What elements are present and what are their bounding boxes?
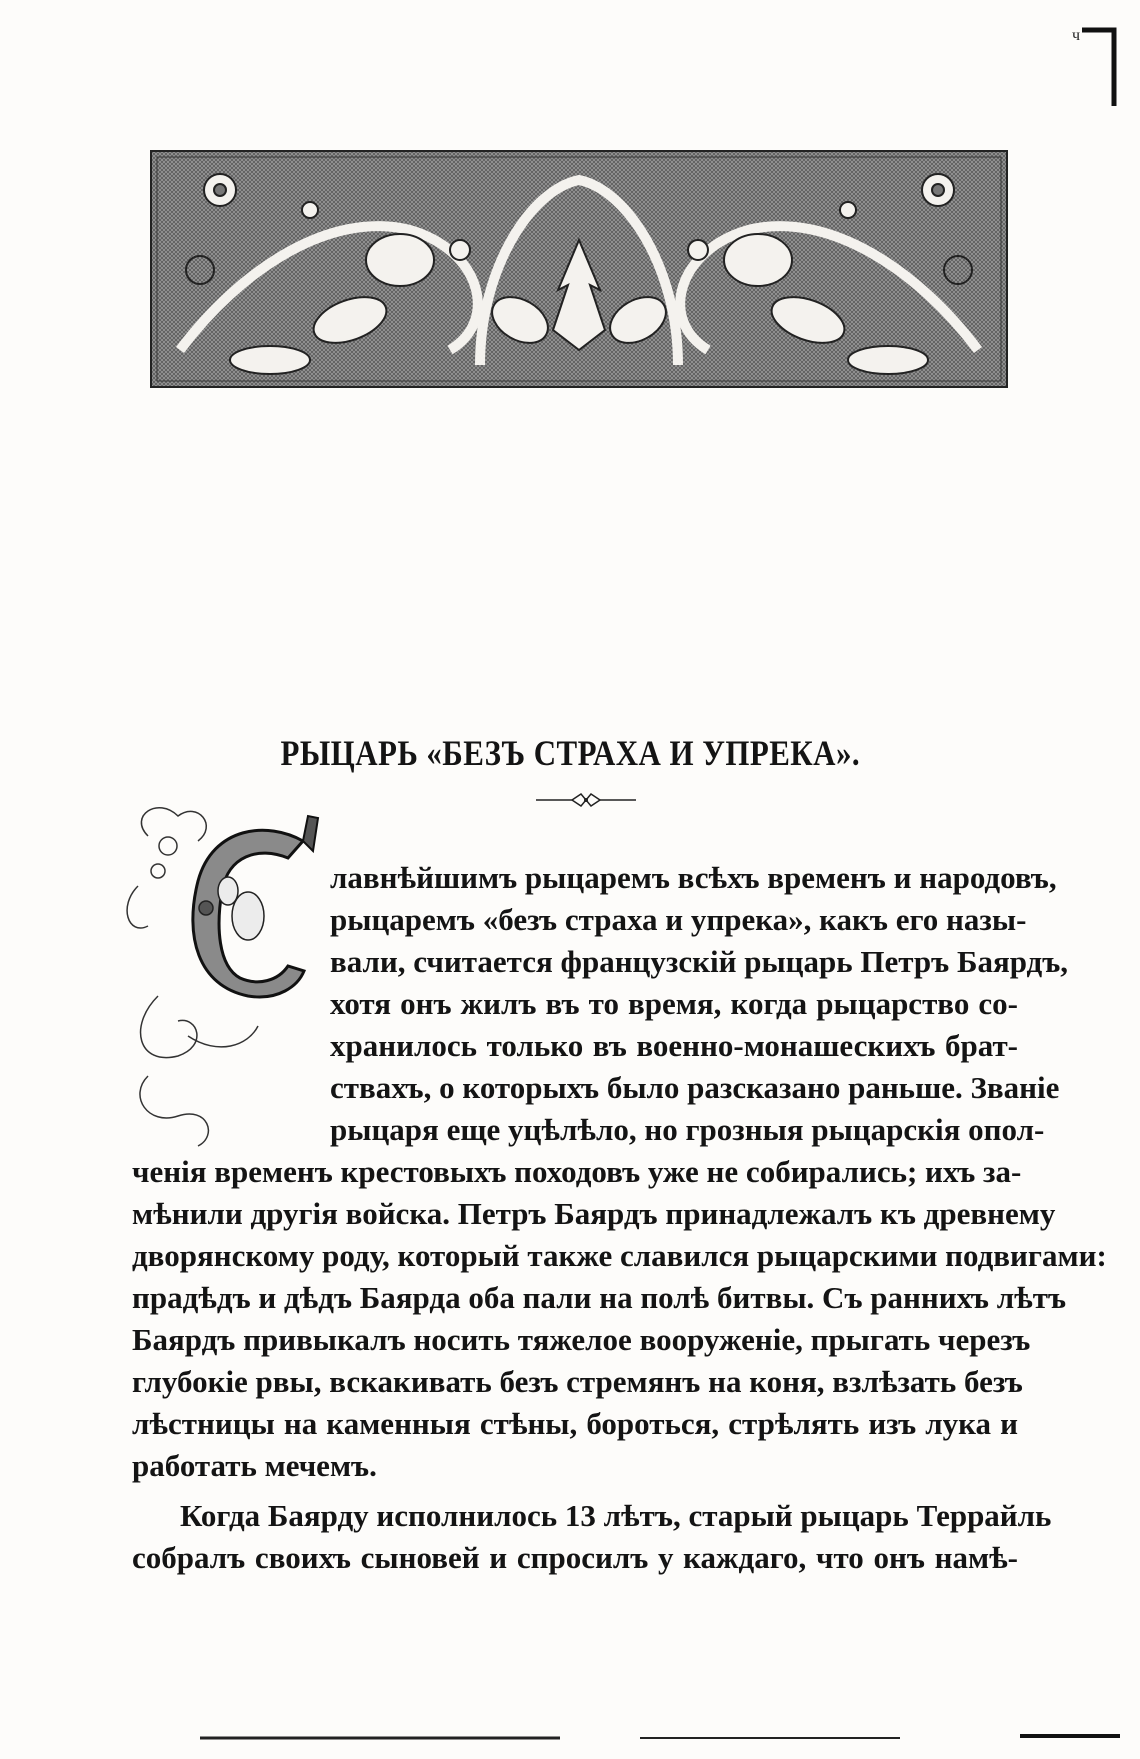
text-line: собралъ своихъ сыновей и спросилъ у каждаго, что онъ намѣ- — [132, 1540, 1018, 1575]
floral-headpiece-ornament — [150, 150, 1008, 388]
text-line: работать мечемъ. — [132, 1448, 377, 1483]
text-line: Когда Баярду исполнилось 13 лѣтъ, старый рыцарь Террайль — [180, 1498, 1052, 1533]
chapter-title: РЫЦАРЬ «БЕЗЪ СТРАХА И УПРЕКА». — [280, 733, 861, 774]
text-line: рыцаремъ «безъ страха и упрека», какъ его назы- — [330, 902, 1027, 937]
text-line: рыцаря еще уцѣлѣло, но грозныя рыцарскія опол- — [330, 1112, 1045, 1147]
text-line: дворянскому роду, который также славился рыцарскими подвигами: — [132, 1238, 1107, 1273]
text-line: вали, считается французскій рыцарь Петръ Баярдъ, — [330, 944, 1069, 979]
text-line: хранилось только въ военно-монашескихъ брат- — [330, 1028, 1018, 1063]
text-line: глубокіе рвы, вскакивать безъ стремянъ на коня, взлѣзать безъ — [132, 1364, 1023, 1399]
text-line: мѣнили другія войска. Петръ Баярдъ принадлежалъ къ древнему — [132, 1196, 1056, 1231]
text-line: лѣстницы на каменныя стѣны, бороться, стрѣлять изъ лука и — [132, 1406, 1018, 1441]
text-line: лавнѣйшимъ рыцаремъ всѣхъ временъ и народовъ, — [330, 860, 1057, 895]
text-line: хотя онъ жилъ въ то время, когда рыцарство со- — [330, 986, 1018, 1021]
decorated-initial-letter — [118, 796, 328, 1152]
title-ornamental-divider — [536, 790, 636, 810]
corner-bracket-icon — [1070, 24, 1122, 114]
bottom-scan-edge — [0, 1718, 1140, 1748]
corner-scan-mark — [1070, 24, 1122, 114]
initial-letter-text: С — [118, 796, 119, 797]
text-line: прадѣдъ и дѣдъ Баярда оба пали на полѣ битвы. Съ раннихъ лѣтъ — [132, 1280, 1067, 1315]
text-line: Баярдъ привыкалъ носить тяжелое вооруженіе, прыгать черезъ — [132, 1322, 1031, 1357]
text-line: ствахъ, о которыхъ было разсказано раньше. Званіе — [330, 1070, 1060, 1105]
text-line: ченія временъ крестовыхъ походовъ уже не собирались; ихъ за- — [132, 1154, 1022, 1189]
svg-text:ч: ч — [1072, 27, 1081, 44]
